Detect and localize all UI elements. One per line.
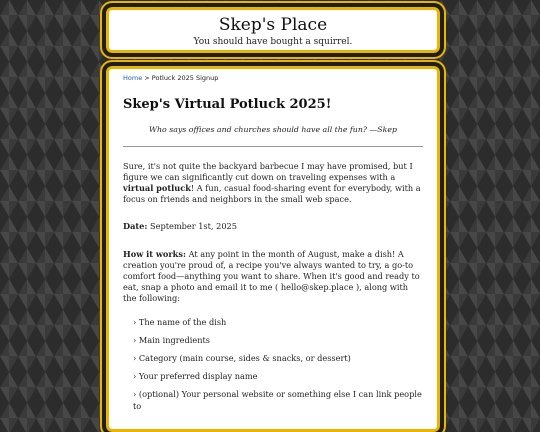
list-item: › Category (main course, sides & snacks, or dessert)	[133, 353, 351, 364]
intro-text-start: Sure, it's not quite the backyard barbecue I may have promised, but I figure we can significantly cut down on traveling expenses with a	[123, 160, 413, 182]
intro-quote: Who says offices and churches should have all the fun? —Skep	[149, 125, 397, 135]
how-it-works-text: At any point in the month of August, make a dish! A creation you're proud of, a recipe you've always wanted to try, a go-to comfort food—anything you want to share. When it's good and ready to eat, snap a photo and email it to me ( hello@skep.place ), along with the following:	[123, 248, 420, 304]
list-item: › Your preferred display name	[133, 371, 258, 382]
submission-requirements-list	[123, 317, 423, 412]
breadcrumb-home-link[interactable]: Home	[123, 74, 143, 82]
intro-paragraph	[123, 161, 423, 206]
how-it-works-label: How it works:	[123, 248, 186, 259]
breadcrumb-current: Potluck 2025 Signup	[151, 74, 219, 82]
list-item: › The name of the dish	[133, 316, 227, 327]
intro-bold-text: virtual potluck	[123, 183, 191, 194]
site-tagline: You should have bought a squirrel.	[193, 37, 353, 47]
list-item: › (optional) Your personal website or something else I can link people to	[133, 389, 422, 411]
date-value: September 1st, 2025	[147, 221, 237, 232]
date-label: Date:	[123, 221, 148, 232]
site-title[interactable]: Skep's Place	[218, 15, 328, 35]
divider	[123, 146, 423, 147]
site-header	[106, 7, 440, 53]
how-it-works-paragraph	[123, 249, 423, 305]
list-item: › Main ingredients	[133, 334, 210, 345]
breadcrumb	[123, 73, 423, 84]
intro-text-end: ! A fun, casual food-sharing event for everybody, with a focus on friends and neighbors in the small web space.	[123, 183, 421, 205]
main-content	[106, 66, 440, 432]
date-paragraph	[123, 221, 423, 232]
breadcrumb-separator: >	[142, 74, 152, 82]
page-title: Skep's Virtual Potluck 2025!	[123, 97, 332, 113]
